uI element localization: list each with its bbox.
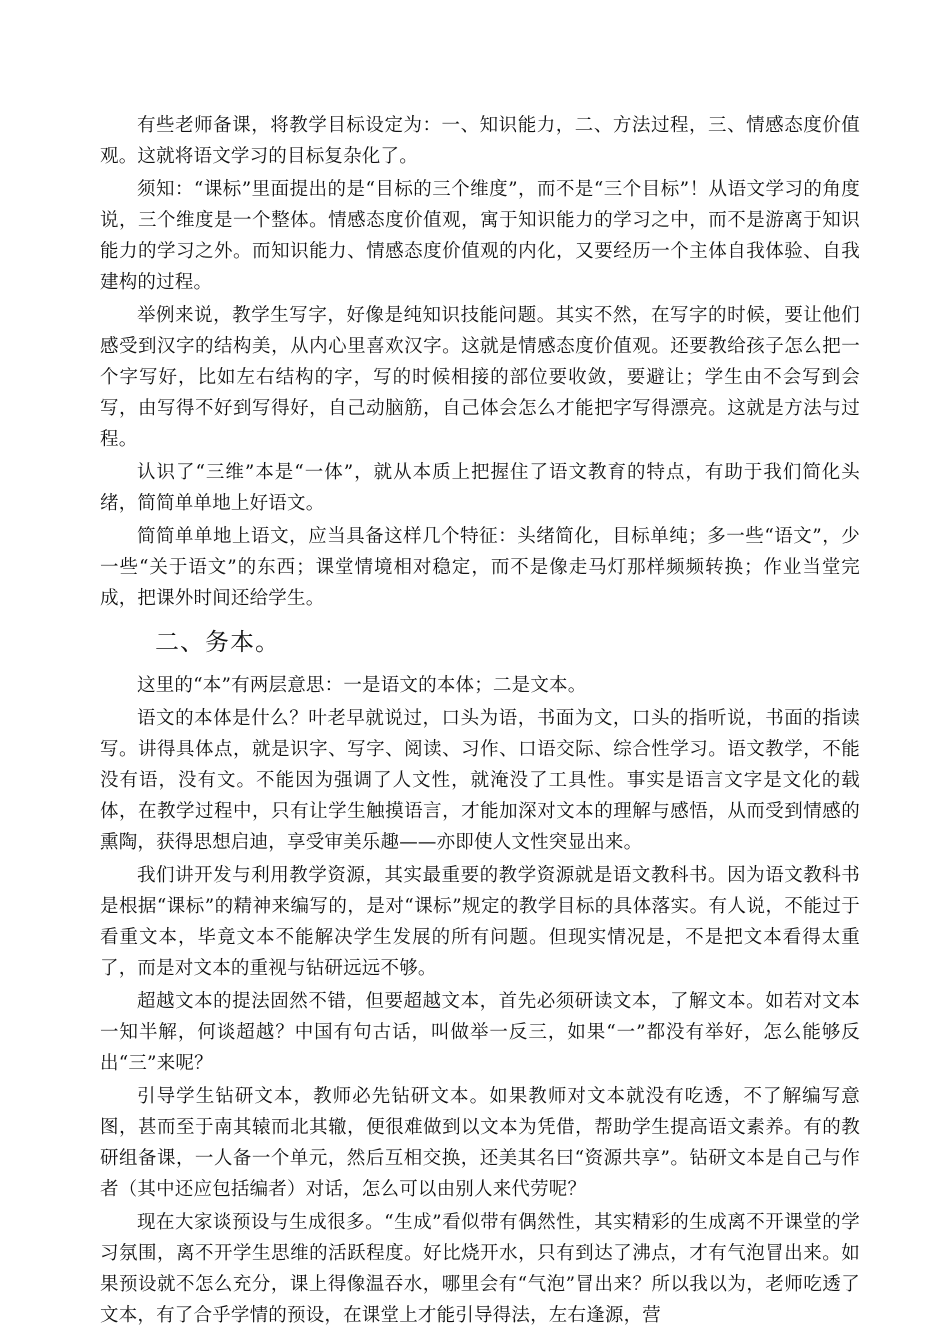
paragraph-three-in-one: 认识了“三维”本是“一体”，就从本质上把握住了语文教育的特点，有助于我们简化头绪，简简单单地上好语文。 bbox=[100, 462, 860, 514]
document-page bbox=[100, 110, 860, 1333]
paragraph-beyond-text: 超越文本的提法固然不错，但要超越文本，首先必须研读文本，了解文本。如若对文本一知半解，何谈超越？中国有句古话，叫做举一反三，如果“一”都没有举好，怎么能够反出“三”来呢？ bbox=[100, 991, 860, 1074]
paragraph-three-dimensions: 须知：“课标”里面提出的是“目标的三个维度”，而不是“三个目标”！从语文学习的角度说，三个维度是一个整体。情感态度价值观，寓于知识能力的学习之中，而不是游离于知识能力的学习之外。而知识能力、情感态度价值观的内化，又要经历一个主体自我体验、自我建构的过程。 bbox=[100, 179, 860, 293]
paragraph-simple-teaching: 简简单单地上语文，应当具备这样几个特征：头绪简化，目标单纯；多一些“语文”，少一些“关于语文”的东西；课堂情境相对稳定，而不是像走马灯那样频频转换；作业当堂完成，把课外时间还给学生。 bbox=[100, 526, 860, 609]
paragraph-preset-generation: 现在大家谈预设与生成很多。“生成”看似带有偶然性，其实精彩的生成离不开课堂的学习氛围，离不开学生思维的活跃程度。好比烧开水，只有到达了沸点，才有气泡冒出来。如果预设就不怎么充分，课上得像温吞水，哪里会有“气泡”冒出来？所以我以为，老师吃透了文本，有了合乎学情的预设，在课堂上才能引导得法，左右逢源，营 bbox=[100, 1212, 860, 1326]
paragraph-two-meanings: 这里的“本”有两层意思：一是语文的本体；二是文本。 bbox=[137, 675, 587, 696]
section-heading: 二、务本。 bbox=[155, 628, 280, 656]
paragraph-textbook-resource: 我们讲开发与利用教学资源，其实最重要的教学资源就是语文教科书。因为语文教科书是根据“课标”的精神来编写的，是对“课标”规定的教学目标的具体落实。有人说，不能过于看重文本，毕竟文本不能解决学生发展的所有问题。但现实情况是，不是把文本看得太重了，而是对文本的重视与钻研远远不够。 bbox=[100, 865, 860, 979]
paragraph-goal-complication: 有些老师备课，将教学目标设定为：一、知识能力，二、方法过程，三、情感态度价值观。这就将语文学习的目标复杂化了。 bbox=[100, 115, 860, 167]
paragraph-language-essence: 语文的本体是什么？叶老早就说过，口头为语，书面为文，口头的指听说，书面的指读写。讲得具体点，就是识字、写字、阅读、习作、口语交际、综合性学习。语文教学，不能没有语，没有文。不能因为强调了人文性，就淹没了工具性。事实是语言文字是文化的载体，在教学过程中，只有让学生触摸语言，才能加深对文本的理解与感悟，从而受到情感的熏陶，获得思想启迪，享受审美乐趣——亦即使人文性突显出来。 bbox=[100, 708, 860, 853]
paragraph-teacher-study: 引导学生钻研文本，教师必先钻研文本。如果教师对文本就没有吃透，不了解编写意图，甚而至于南其辕而北其辙，便很难做到以文本为凭借，帮助学生提高语文素养。有的教研组备课，一人备一个单元，然后互相交换，还美其名曰“资源共享”。钻研文本是自己与作者（其中还应包括编者）对话，怎么可以由别人来代劳呢？ bbox=[100, 1086, 860, 1200]
paragraph-writing-example: 举例来说，教学生写字，好像是纯知识技能问题。其实不然，在写字的时候，要让他们感受到汉字的结构美，从内心里喜欢汉字。这就是情感态度价值观。还要教给孩子怎么把一个字写好，比如左右结构的字，写的时候相接的部位要收敛，要避让；学生由不会写到会写，由写得不好到写得好，自己动脑筋，自己体会怎么才能把字写得漂亮。这就是方法与过程。 bbox=[100, 305, 860, 450]
